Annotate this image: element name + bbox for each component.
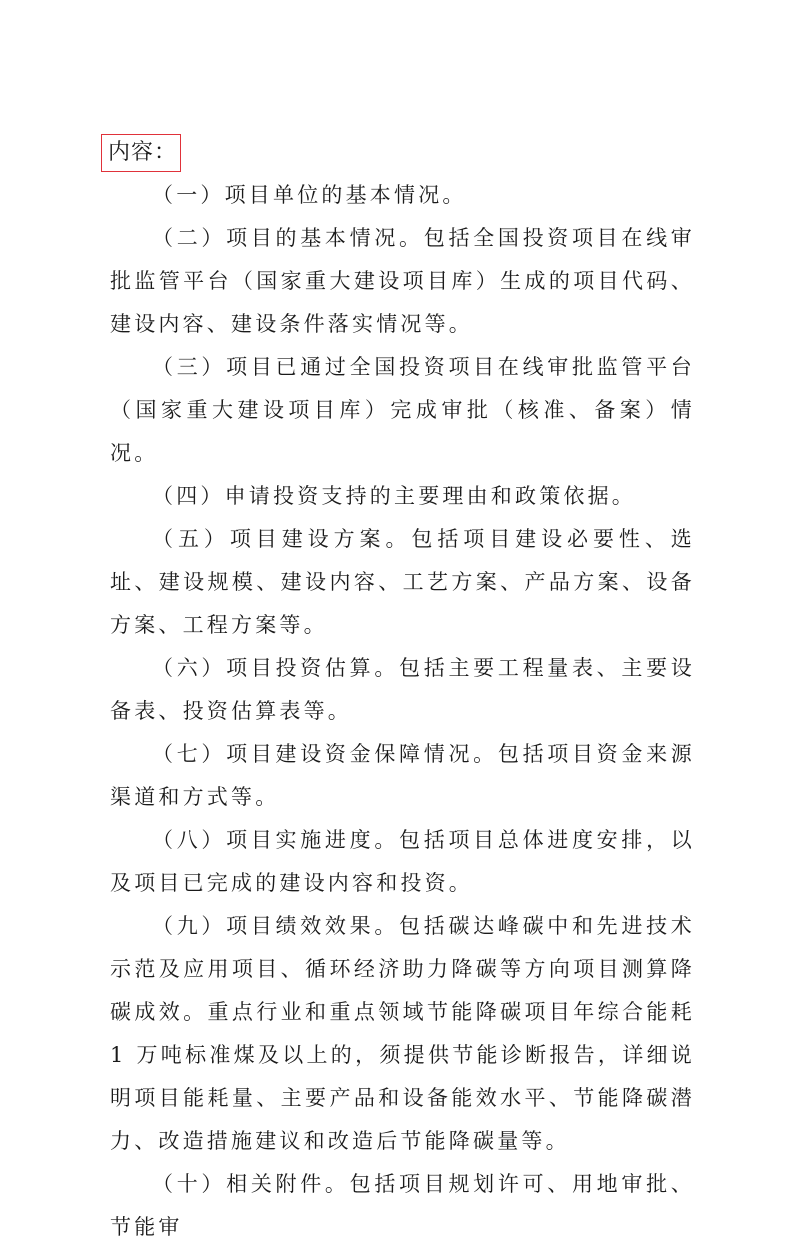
section-heading: 内容： (108, 140, 178, 165)
paragraph-7: （七）项目建设资金保障情况。包括项目资金来源渠道和方式等。 (110, 742, 695, 809)
paragraph-10: （十）相关附件。包括项目规划许可、用地审批、节能审 (110, 1172, 695, 1239)
paragraph-5: （五）项目建设方案。包括项目建设必要性、选址、建设规模、建设内容、工艺方案、产品方案、设备方案、工程方案等。 (110, 527, 695, 637)
paragraph-3: （三）项目已通过全国投资项目在线审批监管平台（国家重大建设项目库）完成审批（核准、备案）情况。 (110, 355, 695, 465)
paragraph-2: （二）项目的基本情况。包括全国投资项目在线审批监管平台（国家重大建设项目库）生成的项目代码、建设内容、建设条件落实情况等。 (110, 226, 695, 336)
document-body (110, 174, 695, 1249)
paragraph-6: （六）项目投资估算。包括主要工程量表、主要设备表、投资估算表等。 (110, 656, 695, 723)
paragraph-8: （八）项目实施进度。包括项目总体进度安排，以及项目已完成的建设内容和投资。 (110, 828, 695, 895)
paragraph-1: （一）项目单位的基本情况。 (152, 183, 467, 207)
paragraph-4: （四）申请投资支持的主要理由和政策依据。 (152, 484, 636, 508)
paragraph-9: （九）项目绩效效果。包括碳达峰碳中和先进技术示范及应用项目、循环经济助力降碳等方向项目测算降碳成效。重点行业和重点领域节能降碳项目年综合能耗 1 万吨标准煤及以上的，须提供节能诊断报告，详细说明项目能耗量、主要产品和设备能效水平、节能降碳潜力、改造措施建议和改造后节能降碳量等。 (110, 914, 695, 1153)
